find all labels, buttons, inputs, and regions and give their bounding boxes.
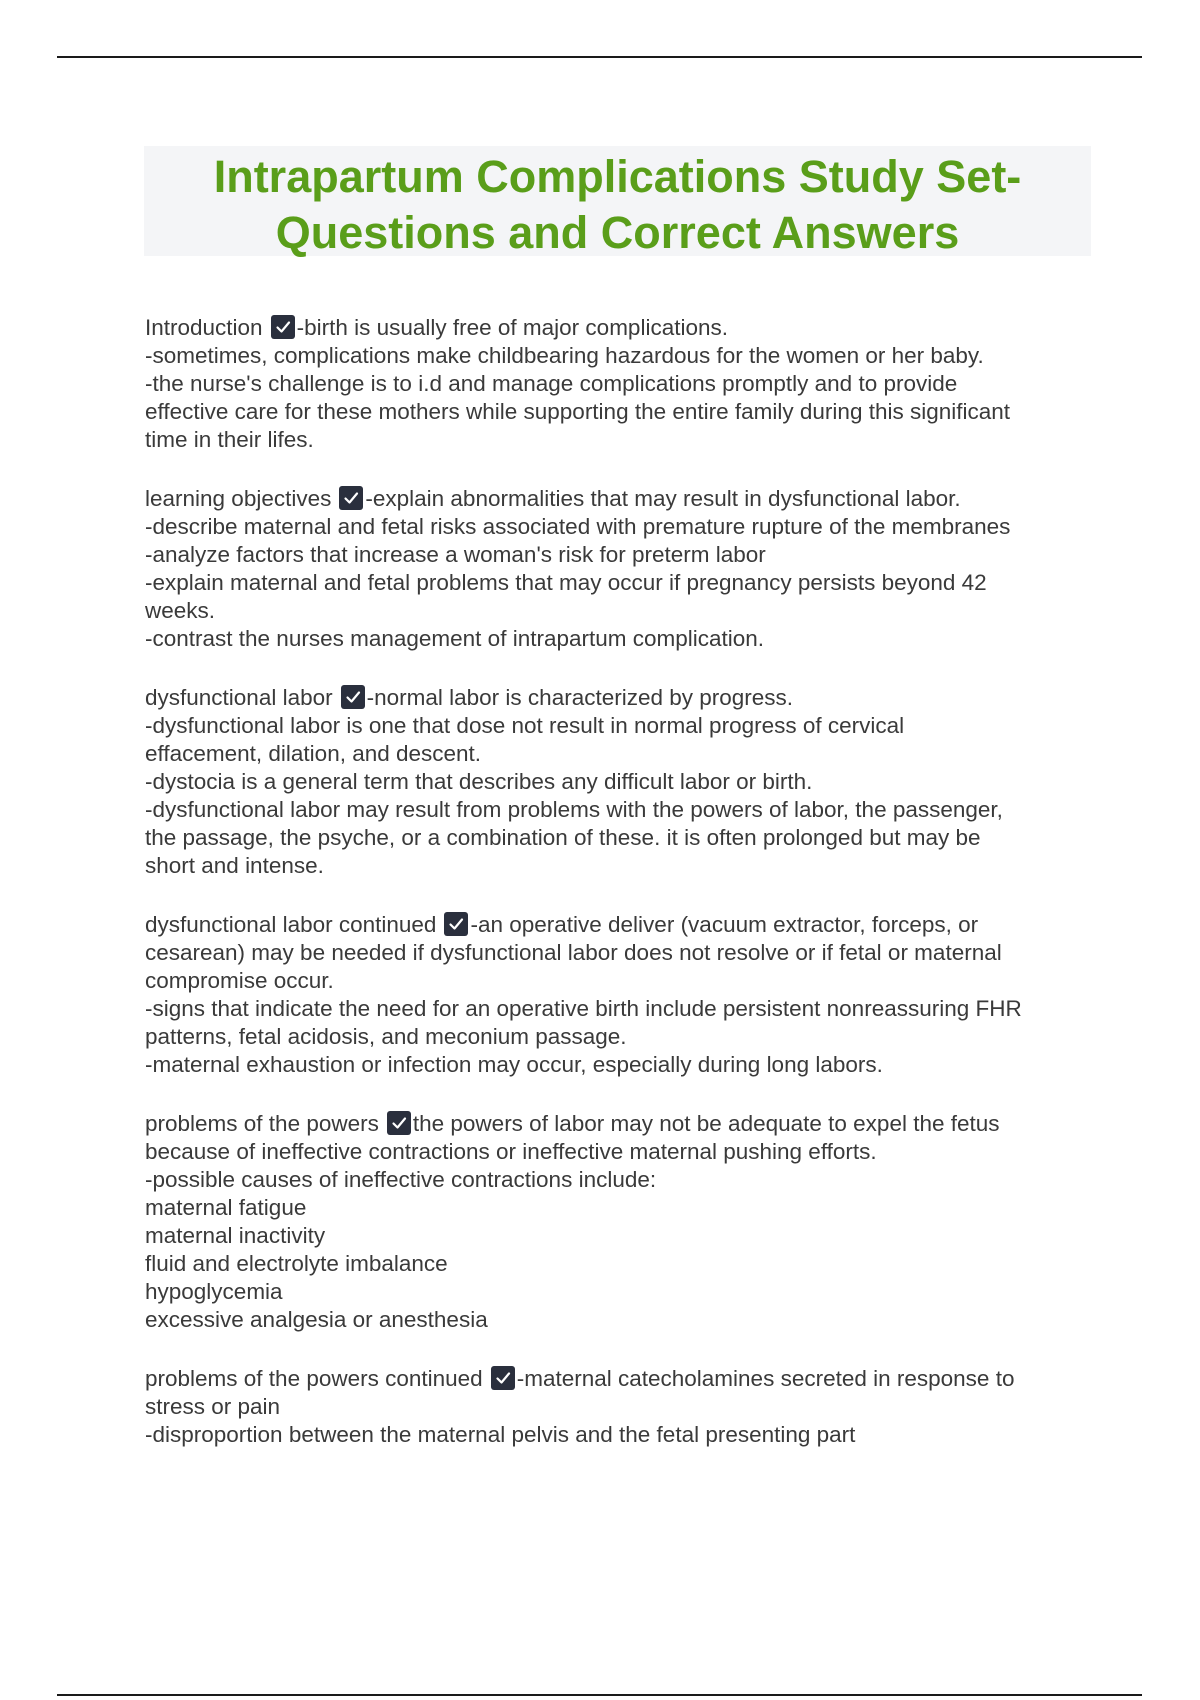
checkmark-icon (271, 315, 295, 339)
qa-line (145, 911, 1095, 939)
qa-item (145, 911, 1095, 1079)
qa-line (145, 342, 1095, 370)
qa-answer-text: -contrast the nurses management of intrapartum complication. (145, 626, 765, 651)
checkmark-icon (339, 486, 363, 510)
qa-term: dysfunctional labor continued (145, 912, 437, 937)
qa-line (145, 939, 1095, 967)
qa-line (145, 995, 1095, 1023)
qa-answer-start: -an operative deliver (vacuum extractor, forceps, or (470, 912, 979, 937)
qa-answer-text: -disproportion between the maternal pelvis and the fetal presenting part (145, 1422, 856, 1447)
qa-line (145, 1250, 1095, 1278)
qa-answer-start: -normal labor is characterized by progress. (366, 685, 794, 710)
qa-answer-text: -dysfunctional labor may result from problems with the powers of labor, the passenger, (145, 797, 1003, 822)
qa-answer-text: -maternal exhaustion or infection may occur, especially during long labors. (145, 1052, 883, 1077)
qa-answer-text: short and intense. (145, 853, 324, 878)
qa-answer-text: cesarean) may be needed if dysfunctional labor does not resolve or if fetal or maternal (145, 940, 1002, 965)
checkmark-icon (491, 1366, 515, 1390)
qa-answer-text: -describe maternal and fetal risks associated with premature rupture of the membranes (145, 514, 1011, 539)
qa-line (145, 597, 1095, 625)
qa-answer-text: -sometimes, complications make childbearing hazardous for the women or her baby. (145, 343, 984, 368)
qa-line (145, 1306, 1095, 1334)
qa-term: dysfunctional labor (145, 685, 333, 710)
qa-line (145, 684, 1095, 712)
qa-line (145, 370, 1095, 398)
qa-item (145, 1110, 1095, 1334)
qa-line (145, 740, 1095, 768)
qa-line (145, 1110, 1095, 1138)
qa-answer-start: -maternal catecholamines secreted in response to (516, 1366, 1015, 1391)
qa-line (145, 1023, 1095, 1051)
qa-line (145, 1278, 1095, 1306)
qa-item (145, 1365, 1095, 1449)
qa-answer-start: -birth is usually free of major complications. (296, 315, 728, 340)
qa-line (145, 967, 1095, 995)
qa-answer-text: maternal fatigue (145, 1195, 307, 1220)
qa-answer-text: effective care for these mothers while supporting the entire family during this significant (145, 399, 1011, 424)
qa-item (145, 485, 1095, 653)
qa-line (145, 796, 1095, 824)
qa-line (145, 1051, 1095, 1079)
qa-answer-text: stress or pain (145, 1394, 281, 1419)
qa-term: learning objectives (145, 486, 332, 511)
title-line-2: Questions and Correct Answers (275, 207, 960, 258)
checkmark-icon (387, 1111, 411, 1135)
qa-line (145, 1365, 1095, 1393)
qa-answer-text: weeks. (145, 598, 216, 623)
qa-line (145, 1194, 1095, 1222)
qa-line (145, 1166, 1095, 1194)
bottom-rule (57, 1694, 1142, 1696)
qa-answer-text: -possible causes of ineffective contractions include: (145, 1167, 657, 1192)
title-line-1: Intrapartum Complications Study Set- (213, 151, 1022, 202)
qa-item (145, 314, 1095, 454)
qa-line (145, 852, 1095, 880)
qa-term: problems of the powers continued (145, 1366, 483, 1391)
qa-answer-text: maternal inactivity (145, 1223, 326, 1248)
qa-line (145, 1421, 1095, 1449)
title-banner (144, 146, 1091, 256)
qa-answer-text: time in their lifes. (145, 427, 314, 452)
qa-line (145, 314, 1095, 342)
qa-line (145, 768, 1095, 796)
qa-line (145, 625, 1095, 653)
qa-line (145, 1393, 1095, 1421)
qa-answer-text: excessive analgesia or anesthesia (145, 1307, 488, 1332)
qa-answer-text: -the nurse's challenge is to i.d and manage complications promptly and to provide (145, 371, 958, 396)
qa-item (145, 684, 1095, 880)
qa-line (145, 513, 1095, 541)
qa-answer-text: because of ineffective contractions or ineffective maternal pushing efforts. (145, 1139, 877, 1164)
qa-answer-text: -signs that indicate the need for an operative birth include persistent nonreassuring FHR (145, 996, 1022, 1021)
qa-term: problems of the powers (145, 1111, 379, 1136)
qa-answer-text: -dysfunctional labor is one that dose not result in normal progress of cervical (145, 713, 905, 738)
qa-line (145, 569, 1095, 597)
qa-line (145, 426, 1095, 454)
checkmark-icon (444, 912, 468, 936)
qa-line (145, 824, 1095, 852)
qa-answer-text: patterns, fetal acidosis, and meconium passage. (145, 1024, 627, 1049)
qa-answer-start: -explain abnormalities that may result in dysfunctional labor. (365, 486, 961, 511)
qa-answer-text: effacement, dilation, and descent. (145, 741, 482, 766)
qa-answer-text: the passage, the psyche, or a combination of these. it is often prolonged but may be (145, 825, 981, 850)
checkmark-icon (341, 685, 365, 709)
qa-answer-text: hypoglycemia (145, 1279, 283, 1304)
qa-answer-text: -explain maternal and fetal problems that may occur if pregnancy persists beyond 42 (145, 570, 987, 595)
qa-answer-text: -dystocia is a general term that describes any difficult labor or birth. (145, 769, 813, 794)
qa-answer-text: compromise occur. (145, 968, 334, 993)
qa-line (145, 712, 1095, 740)
document-title (144, 146, 1091, 261)
qa-line (145, 485, 1095, 513)
top-rule (57, 56, 1142, 58)
qa-line (145, 1222, 1095, 1250)
qa-answer-text: fluid and electrolyte imbalance (145, 1251, 448, 1276)
qa-line (145, 398, 1095, 426)
qa-line (145, 1138, 1095, 1166)
qa-answer-text: -analyze factors that increase a woman's risk for preterm labor (145, 542, 766, 567)
qa-list (145, 314, 1095, 1480)
qa-term: Introduction (145, 315, 263, 340)
qa-line (145, 541, 1095, 569)
qa-answer-start: the powers of labor may not be adequate to expel the fetus (412, 1111, 1000, 1136)
